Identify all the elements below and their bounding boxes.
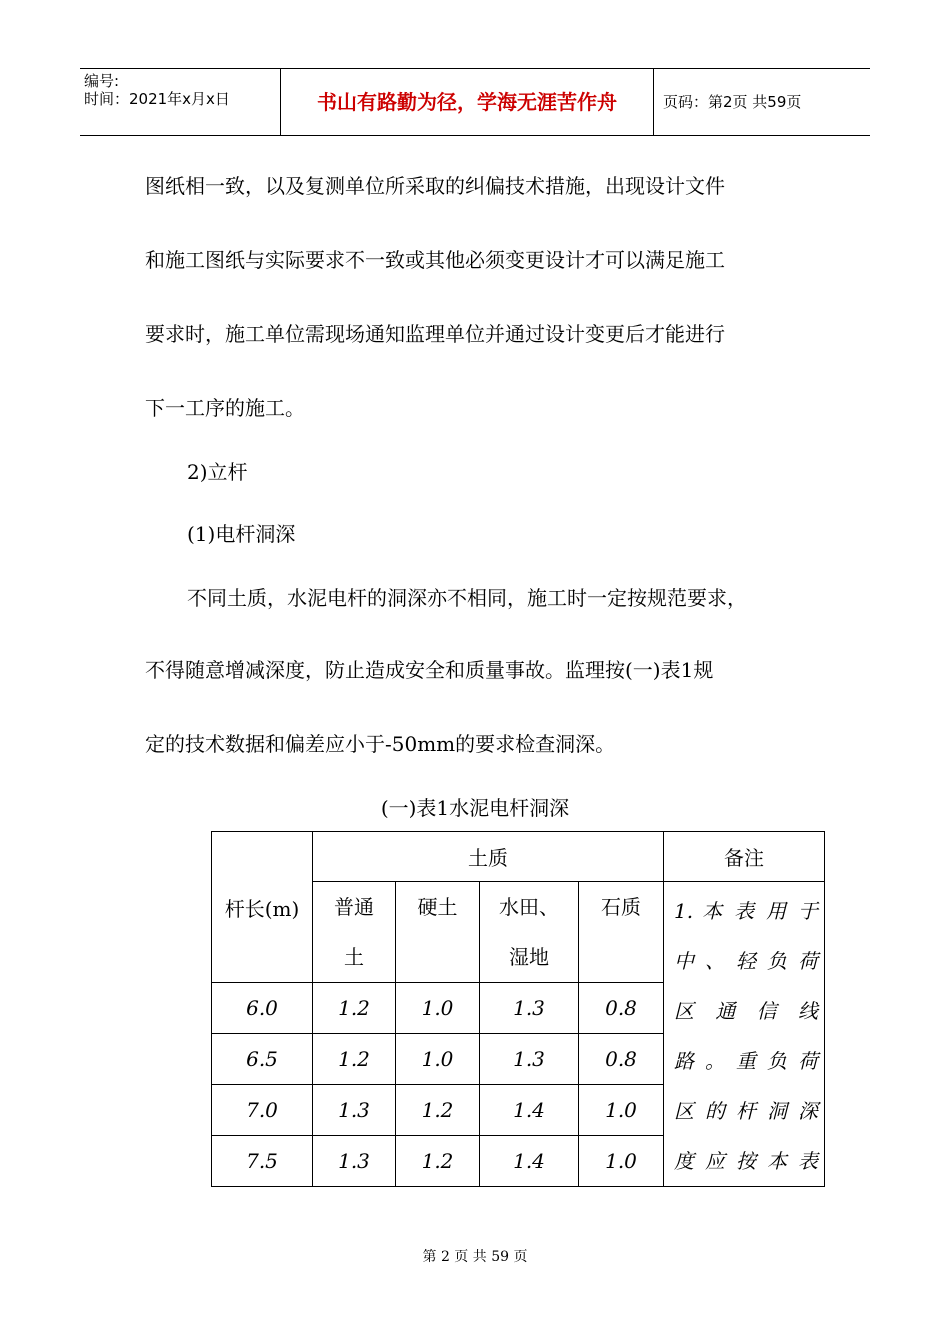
pole-depth-table: [211, 831, 825, 1187]
remark-line: 1. 本 表 用 于: [674, 899, 818, 923]
table-cell: 1.3: [313, 1085, 396, 1136]
header-pole-length: 杆长(m): [212, 832, 313, 983]
header-remark: 备注: [664, 832, 825, 882]
header-motto: 书山有路勤为径，学海无涯苦作舟: [281, 69, 654, 135]
remark-line: 区的杆洞深: [674, 1099, 818, 1123]
soil-type-hard: 硬土: [396, 882, 480, 983]
page-header: [80, 68, 870, 136]
table-cell: 6.5: [212, 1034, 313, 1085]
table-cell: 7.0: [212, 1085, 313, 1136]
document-number-label: 编号:: [84, 72, 120, 90]
table-cell: 1.0: [396, 1034, 480, 1085]
section-heading: 2)立杆: [187, 460, 248, 484]
table-cell: 6.0: [212, 983, 313, 1034]
table-cell: 1.2: [313, 1034, 396, 1085]
soil-type-label: 普通土: [334, 895, 374, 969]
table-caption: (一)表1水泥电杆洞深: [380, 796, 570, 820]
remark-cell: [664, 882, 825, 1187]
table-cell: 1.3: [480, 983, 579, 1034]
table-cell: 1.4: [480, 1136, 579, 1187]
table-cell: 0.8: [579, 983, 664, 1034]
table-cell: 0.8: [579, 1034, 664, 1085]
page-footer: 第 2 页 共 59 页: [422, 1249, 528, 1265]
soil-type-rock: 石质: [579, 882, 664, 983]
remark-line: 路。重负荷: [674, 1049, 818, 1073]
body-line: 定的技术数据和偏差应小于-50mm的要求检查洞深。: [145, 732, 616, 756]
header-soil: 土质: [313, 832, 664, 882]
table-cell: 1.2: [396, 1085, 480, 1136]
body-line: 图纸相一致，以及复测单位所采取的纠偏技术措施，出现设计文件: [145, 174, 725, 198]
table-cell: 1.0: [579, 1136, 664, 1187]
subsection-heading: (1)电杆洞深: [187, 522, 296, 546]
remark-line: 区 通 信 线: [674, 999, 818, 1023]
table-cell: 1.2: [396, 1136, 480, 1187]
table-cell: 1.0: [579, 1085, 664, 1136]
remark-line: 中、轻负荷: [674, 949, 818, 973]
soil-type-wet: [480, 882, 579, 983]
soil-type-label: 水田、湿地: [499, 895, 559, 969]
header-meta: [80, 69, 281, 135]
soil-type-normal: [313, 882, 396, 983]
table-cell: 1.3: [313, 1136, 396, 1187]
table-cell: 1.2: [313, 983, 396, 1034]
body-line: 不同土质，水泥电杆的洞深亦不相同，施工时一定按规范要求，: [187, 586, 747, 610]
table-cell: 1.0: [396, 983, 480, 1034]
table-cell: 1.4: [480, 1085, 579, 1136]
body-line: 不得随意增减深度，防止造成安全和质量事故。监理按(一)表1规: [145, 658, 714, 682]
remark-line: 度应按本表: [674, 1149, 818, 1173]
document-time: 时间：2021年x月x日: [84, 90, 230, 108]
body-line: 下一工序的施工。: [145, 396, 305, 420]
body-line: 和施工图纸与实际要求不一致或其他必须变更设计才可以满足施工: [145, 248, 725, 272]
table-cell: 7.5: [212, 1136, 313, 1187]
header-page-info: 页码：第2页 共59页: [663, 93, 802, 111]
table-cell: 1.3: [480, 1034, 579, 1085]
body-line: 要求时，施工单位需现场通知监理单位并通过设计变更后才能进行: [145, 322, 725, 346]
